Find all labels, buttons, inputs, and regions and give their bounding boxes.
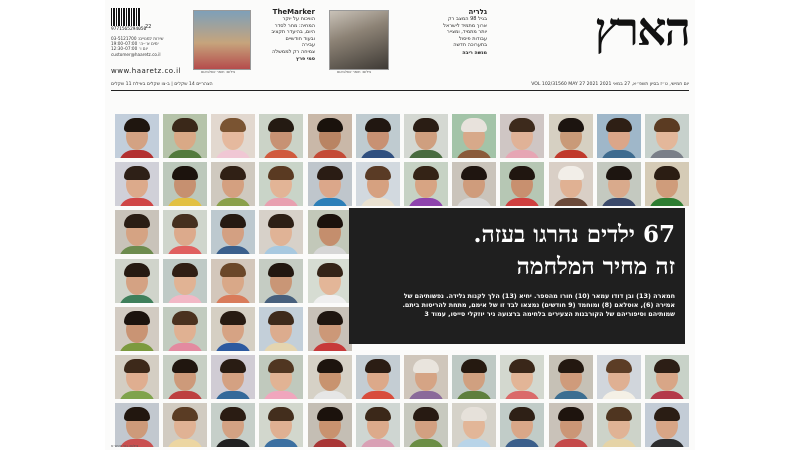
body-line: אמירה (6), אוסלאם (8) ומוחמד (9 חודשים) נמצאו לבד זו של אימם, מתחת להריסות ביתם. xyxy=(402,301,675,309)
teaser-line: בתערוכה חדשה xyxy=(453,42,487,48)
child-portrait xyxy=(452,162,496,206)
child-portrait xyxy=(645,114,689,158)
teaser-photo-caption: צילום: תומר אפלבאום xyxy=(337,70,372,74)
teaser-photo-protest xyxy=(193,10,251,70)
teaser-line: בגיל 98 המצב רק xyxy=(448,16,487,22)
child-portrait xyxy=(259,259,303,303)
child-portrait xyxy=(356,403,400,447)
teaser-line: הוויכוח על יוקר xyxy=(282,16,315,22)
child-portrait xyxy=(163,259,207,303)
masthead-divider xyxy=(111,90,689,91)
headline-box xyxy=(349,208,685,344)
child-portrait xyxy=(404,162,448,206)
child-portrait xyxy=(308,403,352,447)
child-portrait xyxy=(115,259,159,303)
child-portrait xyxy=(163,114,207,158)
child-portrait xyxy=(404,355,448,399)
child-portrait xyxy=(452,403,496,447)
child-portrait xyxy=(597,403,641,447)
headline-line-1: 67 ילדים נהרגו בעזה. xyxy=(473,221,675,248)
masthead xyxy=(105,0,695,96)
child-portrait xyxy=(115,210,159,254)
subscription-line: customer@haaretz.co.il xyxy=(111,51,161,57)
teaser-line: המחיה: מחר לסדר xyxy=(274,22,315,29)
teaser-line: עבירה xyxy=(301,42,315,48)
subscription-line: שירות למנויים: 03-5121700 xyxy=(111,36,164,41)
child-portrait xyxy=(500,403,544,447)
child-portrait xyxy=(211,162,255,206)
teaser-photo-portrait xyxy=(329,10,389,70)
teaser-byline: מנשה ריבה xyxy=(462,50,487,56)
child-portrait xyxy=(500,162,544,206)
child-portrait xyxy=(549,162,593,206)
child-portrait xyxy=(645,403,689,447)
headline-line-2: זה מחיר המלחמה xyxy=(516,253,675,280)
child-portrait xyxy=(115,355,159,399)
child-portrait xyxy=(163,162,207,206)
teaser-line: ארוך מתמיד לישראל xyxy=(443,22,487,29)
subscription-info xyxy=(111,36,171,57)
teaser-line: יותר מתמיד, ומצייר xyxy=(446,29,487,35)
dateline: יום חמישי, ט״ז בסיון תשפ״א, 27 במאי 2021 VOL 102/31560 MAY 27 2021 xyxy=(531,82,689,87)
child-portrait xyxy=(549,403,593,447)
child-portrait xyxy=(645,355,689,399)
child-portrait xyxy=(645,162,689,206)
child-portrait xyxy=(211,210,255,254)
barcode-number: 9771565294050 xyxy=(111,27,147,32)
child-portrait xyxy=(308,162,352,206)
child-portrait xyxy=(308,114,352,158)
child-portrait xyxy=(597,355,641,399)
child-portrait xyxy=(500,114,544,158)
teaser-gallery xyxy=(437,8,487,56)
issue-number: 22 xyxy=(145,24,152,30)
subscription-line: ימים א׳–ה׳ 07:00–19:00 xyxy=(111,41,159,47)
child-portrait xyxy=(259,114,303,158)
child-portrait xyxy=(597,114,641,158)
child-portrait xyxy=(308,307,352,351)
child-portrait xyxy=(211,355,255,399)
body-line: חמארה (13) ובן דודו עמאר (10) חורו מהספר. יחיא (13) הלך לקנות גלידה. נפשותיהם של xyxy=(403,292,675,300)
teaser-line: ובעוד חודשיים xyxy=(285,35,315,42)
teaser-themarker xyxy=(265,8,315,62)
headline-body xyxy=(359,292,675,319)
child-portrait xyxy=(259,210,303,254)
child-portrait xyxy=(163,210,207,254)
photo-credit: צילום: גטי אימג׳ס xyxy=(111,444,139,448)
child-portrait xyxy=(597,162,641,206)
child-portrait xyxy=(211,259,255,303)
child-portrait xyxy=(163,403,207,447)
child-portrait xyxy=(259,355,303,399)
child-portrait xyxy=(211,403,255,447)
teaser-byline: סמי פרץ xyxy=(295,57,315,62)
teaser-line: עבודות פיסול xyxy=(458,35,487,42)
child-portrait xyxy=(163,307,207,351)
child-portrait xyxy=(452,114,496,158)
teaser-line: צמיחה רק לממשלה xyxy=(272,48,315,55)
child-portrait xyxy=(404,403,448,447)
child-portrait xyxy=(308,210,352,254)
child-portrait xyxy=(549,355,593,399)
child-portrait xyxy=(115,162,159,206)
child-portrait xyxy=(163,355,207,399)
teaser-line: היום, בהיעדר תקציב xyxy=(271,29,315,35)
child-portrait xyxy=(404,114,448,158)
newspaper-front-page xyxy=(105,0,695,450)
child-portrait xyxy=(452,355,496,399)
child-portrait xyxy=(308,259,352,303)
child-portrait xyxy=(211,114,255,158)
child-portrait xyxy=(308,355,352,399)
child-portrait xyxy=(115,114,159,158)
child-portrait xyxy=(211,307,255,351)
body-line: שמותיהם וסיפוריהם של הקורבנות הצעירים בלחימה ברצועה ניר יוזקלי סייסו, עמוד 3 xyxy=(424,310,675,318)
teaser-photo-caption: צילום: תומר אפלבאום xyxy=(201,70,236,74)
child-portrait xyxy=(356,162,400,206)
newspaper-logo: הארץ xyxy=(594,2,689,56)
child-portrait xyxy=(500,355,544,399)
child-portrait xyxy=(259,162,303,206)
child-portrait xyxy=(115,403,159,447)
child-portrait xyxy=(115,307,159,351)
teaser-kicker: גלריה xyxy=(468,8,487,16)
child-portrait xyxy=(356,114,400,158)
child-portrait xyxy=(259,403,303,447)
child-portrait xyxy=(549,114,593,158)
barcode xyxy=(111,8,141,26)
teaser-kicker: TheMarker xyxy=(272,8,315,16)
subscription-line: יום ו׳ 07:00–12:30 xyxy=(111,46,148,52)
price-line: הצהריים 14 שקלים | ב-צו שקלים באילת 11 שקלים xyxy=(111,82,213,87)
site-url: www.haaretz.co.il xyxy=(111,67,182,75)
child-portrait xyxy=(259,307,303,351)
child-portrait xyxy=(356,355,400,399)
